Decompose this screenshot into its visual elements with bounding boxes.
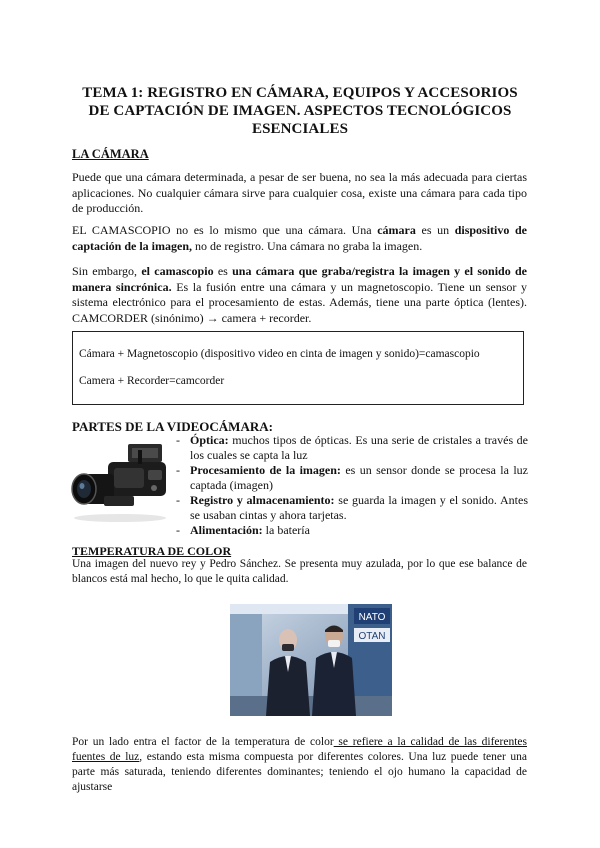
bold-run: dispositivo de captación de la imagen, (72, 223, 527, 253)
list-bullet: - (176, 493, 180, 507)
list-item (176, 523, 528, 538)
text-run: no de registro. Una cámara no graba la imagen. (192, 238, 423, 253)
formula-camcorder: Camera + Recorder=camcorder (79, 375, 225, 387)
text-run: es un (415, 223, 455, 237)
text-run: es (213, 264, 233, 278)
bold-run: una cámara que graba/registra la imagen y el sonido de manera sincrónica. (72, 264, 527, 294)
heading-partes-videocamara: PARTES DE LA VIDEOCÁMARA: (72, 419, 273, 434)
parts-list (176, 433, 528, 539)
list-bullet: - (176, 433, 180, 447)
item-text: la batería (262, 523, 310, 537)
list-bullet: - (176, 463, 180, 477)
item-label: Óptica: (190, 433, 229, 447)
text-run: Sin embargo, (72, 264, 142, 278)
item-label: Registro y almacenamiento: (190, 493, 335, 507)
paragraph-camera-intro: Puede que una cámara determinada, a pesar de ser buena, no sea la más adecuada para ciertas aplicaciones. No cualquier cámara sirve para cualquier cosa, existe una cámara para cada tipo de producción. (72, 170, 527, 215)
text-run: Por un lado entra el factor de la temperatura de color (72, 736, 334, 748)
bold-run: el camascopio (141, 264, 214, 278)
paragraph-photo-description: Una imagen del nuevo rey y Pedro Sánchez. Se presenta muy azulada, por lo que ese balance de blancos está mal hecho, lo que le quita calidad. (72, 558, 527, 585)
photo-scene (230, 604, 392, 716)
list-item (176, 493, 528, 522)
item-label: Alimentación: (190, 523, 263, 537)
photo-sign-text: OTAN (358, 631, 386, 642)
paragraph-camascopio-fusion (72, 264, 527, 326)
item-text: es un sensor donde se procesa la luz captada (imagen) (190, 463, 528, 492)
item-text: muchos tipos de ópticas. Es una serie de cristales a través de los cuales se capta la luz (190, 433, 528, 462)
photo-image (230, 604, 392, 716)
text-run: , estando esta misma compuesta por diferentes colores. Una luz puede tener una parte más saturada, teniendo diferentes dominantes; teniendo el ojo humano la capacidad de ajustarse (72, 751, 527, 793)
videocamera-image (68, 440, 172, 524)
list-item (176, 463, 528, 492)
item-text: se guarda la imagen y el sonido. Antes se usaban cintas y ahora tarjetas. (190, 493, 528, 522)
text-run: EL CAMASCOPIO no es lo mismo que una cámara. Una (72, 223, 378, 237)
list-bullet: - (176, 523, 180, 537)
bold-run: cámara (377, 223, 416, 237)
paragraph-color-temperature (72, 735, 527, 795)
heading-la-camara: LA CÁMARA (72, 147, 149, 161)
item-label: Procesamiento de la imagen: (190, 463, 341, 477)
formula-box (72, 331, 524, 405)
photo-sign-text: NATO (358, 612, 386, 623)
text-run: Es la fusión entre una cámara y un magnetoscopio. Tiene un sensor y sistema electrónico para el procesamiento de estas. Además, tiene una parte óptica (lentes). CAMCORDER (sinónimo) → camera + recorder. (72, 279, 527, 325)
formula-camascopio: Cámara + Magnetoscopio (dispositivo video en cinta de imagen y sonido)=camascopio (79, 348, 480, 360)
list-item (176, 433, 528, 462)
paragraph-camascopio-definition (72, 223, 527, 254)
heading-temperatura-color: TEMPERATURA DE COLOR (72, 544, 232, 558)
underlined-run: se refiere a la calidad de las diferentes fuentes de luz (72, 736, 527, 763)
document-title: TEMA 1: REGISTRO EN CÁMARA, EQUIPOS Y ACCESORIOS DE CAPTACIÓN DE IMAGEN. ASPECTOS TECNOLÓGICOS ESENCIALES (82, 85, 518, 137)
